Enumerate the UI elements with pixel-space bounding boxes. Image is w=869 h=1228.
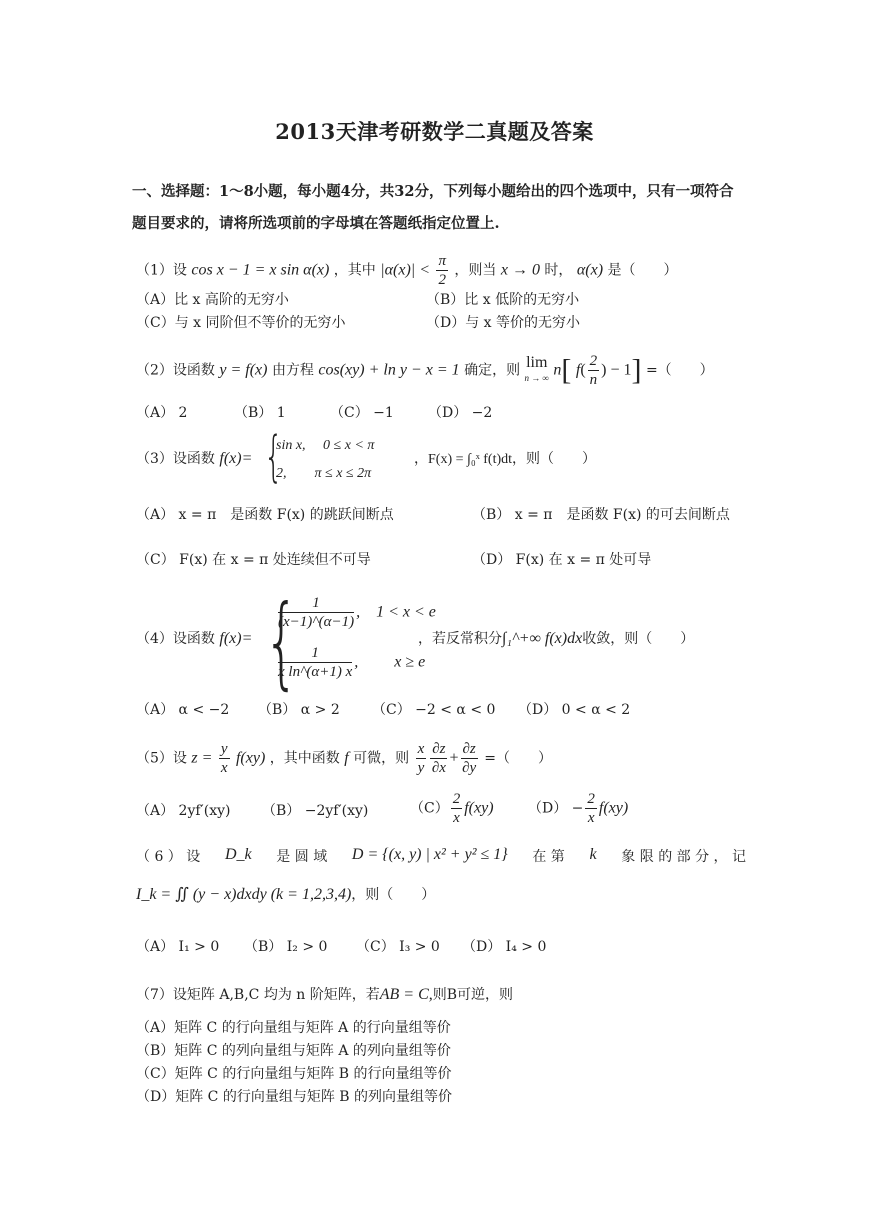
q4-option-b: （B） α > 2 — [258, 702, 340, 718]
piecewise-brace: { — [264, 425, 283, 488]
piecewise-brace-4: { — [264, 583, 299, 700]
q4-case-1: $\frac{1}{(x-1)\^{}(\alpha-1)}$ , 1 < x < e — [278, 595, 436, 630]
question-7: （7）设矩阵 A,B,C 均为 n 阶矩阵，若AB = C,则B可逆，则 — [136, 986, 514, 1003]
q5-option-a: （A） 2yf′(xy) — [136, 803, 231, 819]
question-6: （ 6 ） 设 D_k 是 圆 域 D = {(x, y) | x² + y² ≤ 1} 在 第 k 象 限 的 部 分 ， 记 — [136, 846, 746, 865]
q5-option-b: （B） −2yf′(xy) — [262, 803, 369, 819]
q1-option-c: （C）与 x 同阶但不等价的无穷小 — [136, 315, 346, 331]
section-intro: 一、选择题：1～8小题，每小题4分，共32分，下列每小题给出的四个选项中，只有一项符合题目要求的，请将所选项前的字母填在答题纸指定位置上. — [132, 183, 734, 232]
q3-option-c: （C） F(x) 在 x = π 处连续但不可导 — [136, 552, 371, 568]
q6-option-d: （D） I₄ > 0 — [462, 939, 547, 955]
q7-option-b: （B）矩阵 C 的列向量组与矩阵 A 的列向量组等价 — [136, 1043, 451, 1059]
q2-option-b: （B） 1 — [234, 405, 286, 421]
q1-option-b: （B）比 x 低阶的无穷小 — [426, 292, 580, 308]
q2-option-d: （D） −2 — [428, 405, 493, 421]
question-2: （2）设函数 y = f(x) 由方程 cos(xy) + ln y − x = 1 确定，则 lim n → ∞ n[ f( $\frac{2}{n}$ ) − 1] =（ ） — [136, 353, 714, 388]
q6-option-b: （B） I₂ > 0 — [244, 939, 328, 955]
q7-option-d: （D）矩阵 C 的行向量组与矩阵 B 的列向量组等价 — [136, 1089, 453, 1105]
pi-over-2-fraction: $\frac{\pi}{2}$ — [438, 253, 446, 288]
q4-rest: ，若反常积分∫₁^+∞ f(x)dx收敛，则（ ） — [418, 630, 695, 647]
q3-case-2: 2, π ≤ x ≤ 2π — [276, 466, 372, 481]
q3-case-1: sin x, 0 ≤ x < π — [276, 438, 375, 453]
q3-rest: ，F(x) = ∫₀ˣ f(t)dt，则（ ） — [414, 452, 597, 467]
q2-option-a: （A） 2 — [136, 405, 188, 421]
question-3: （3）设函数 f(x)= — [136, 450, 253, 467]
q2-option-c: （C） −1 — [330, 405, 394, 421]
q4-option-a: （A） α < −2 — [136, 702, 230, 718]
question-4: （4）设函数 f(x)= — [136, 630, 253, 647]
q6-option-c: （C） I₃ > 0 — [356, 939, 440, 955]
q7-option-c: （C）矩阵 C 的行向量组与矩阵 B 的行向量组等价 — [136, 1066, 452, 1082]
q5-option-d: （D） − $\frac{2}{x}$ f(xy) — [528, 791, 629, 826]
q7-option-a: （A）矩阵 C 的行向量组与矩阵 A 的行向量组等价 — [136, 1020, 451, 1036]
q3-option-b: （B） x = π 是函数 F(x) 的可去间断点 — [472, 507, 730, 523]
q6-option-a: （A） I₁ > 0 — [136, 939, 220, 955]
q5-option-c: （C） $\frac{2}{x}$ f(xy) — [410, 791, 494, 826]
q1-option-a: （A）比 x 高阶的无穷小 — [136, 292, 289, 308]
limit-expression: lim n → ∞ — [524, 354, 549, 383]
q1-option-d: （D）与 x 等价的无穷小 — [426, 315, 581, 331]
question-6-cont: I_k = ∬ (y − x)dxdy (k = 1,2,3,4)，则（ ） — [136, 886, 436, 903]
q4-option-d: （D） 0 < α < 2 — [518, 702, 631, 718]
q3-option-d: （D） F(x) 在 x = π 处可导 — [472, 552, 652, 568]
page-title: 2013天津考研数学二真题及答案 — [275, 119, 594, 144]
q4-option-c: （C） −2 < α < 0 — [372, 702, 496, 718]
question-1: （1）设 cos x − 1 = x sin α(x) ，其中 |α(x)| < $\frac{\pi}{2}$ ，则当 x → 0 时， α(x) 是（ ） — [136, 253, 678, 288]
q4-case-2: $\frac{1}{\text{x ln\textasciicircum{}(α+1) x}}$ , x ≥ e — [278, 645, 426, 680]
question-5: （5）设 z = $\frac{y}{x}$ f(xy) ，其中函数 f 可微，则 $\frac{x}{y}$ $\frac{\partial z}{\partial x}$ + $\frac{\partial z}{\partial y}$ =（ ） — [136, 741, 552, 776]
q3-option-a: （A） x = π 是函数 F(x) 的跳跃间断点 — [136, 507, 394, 523]
